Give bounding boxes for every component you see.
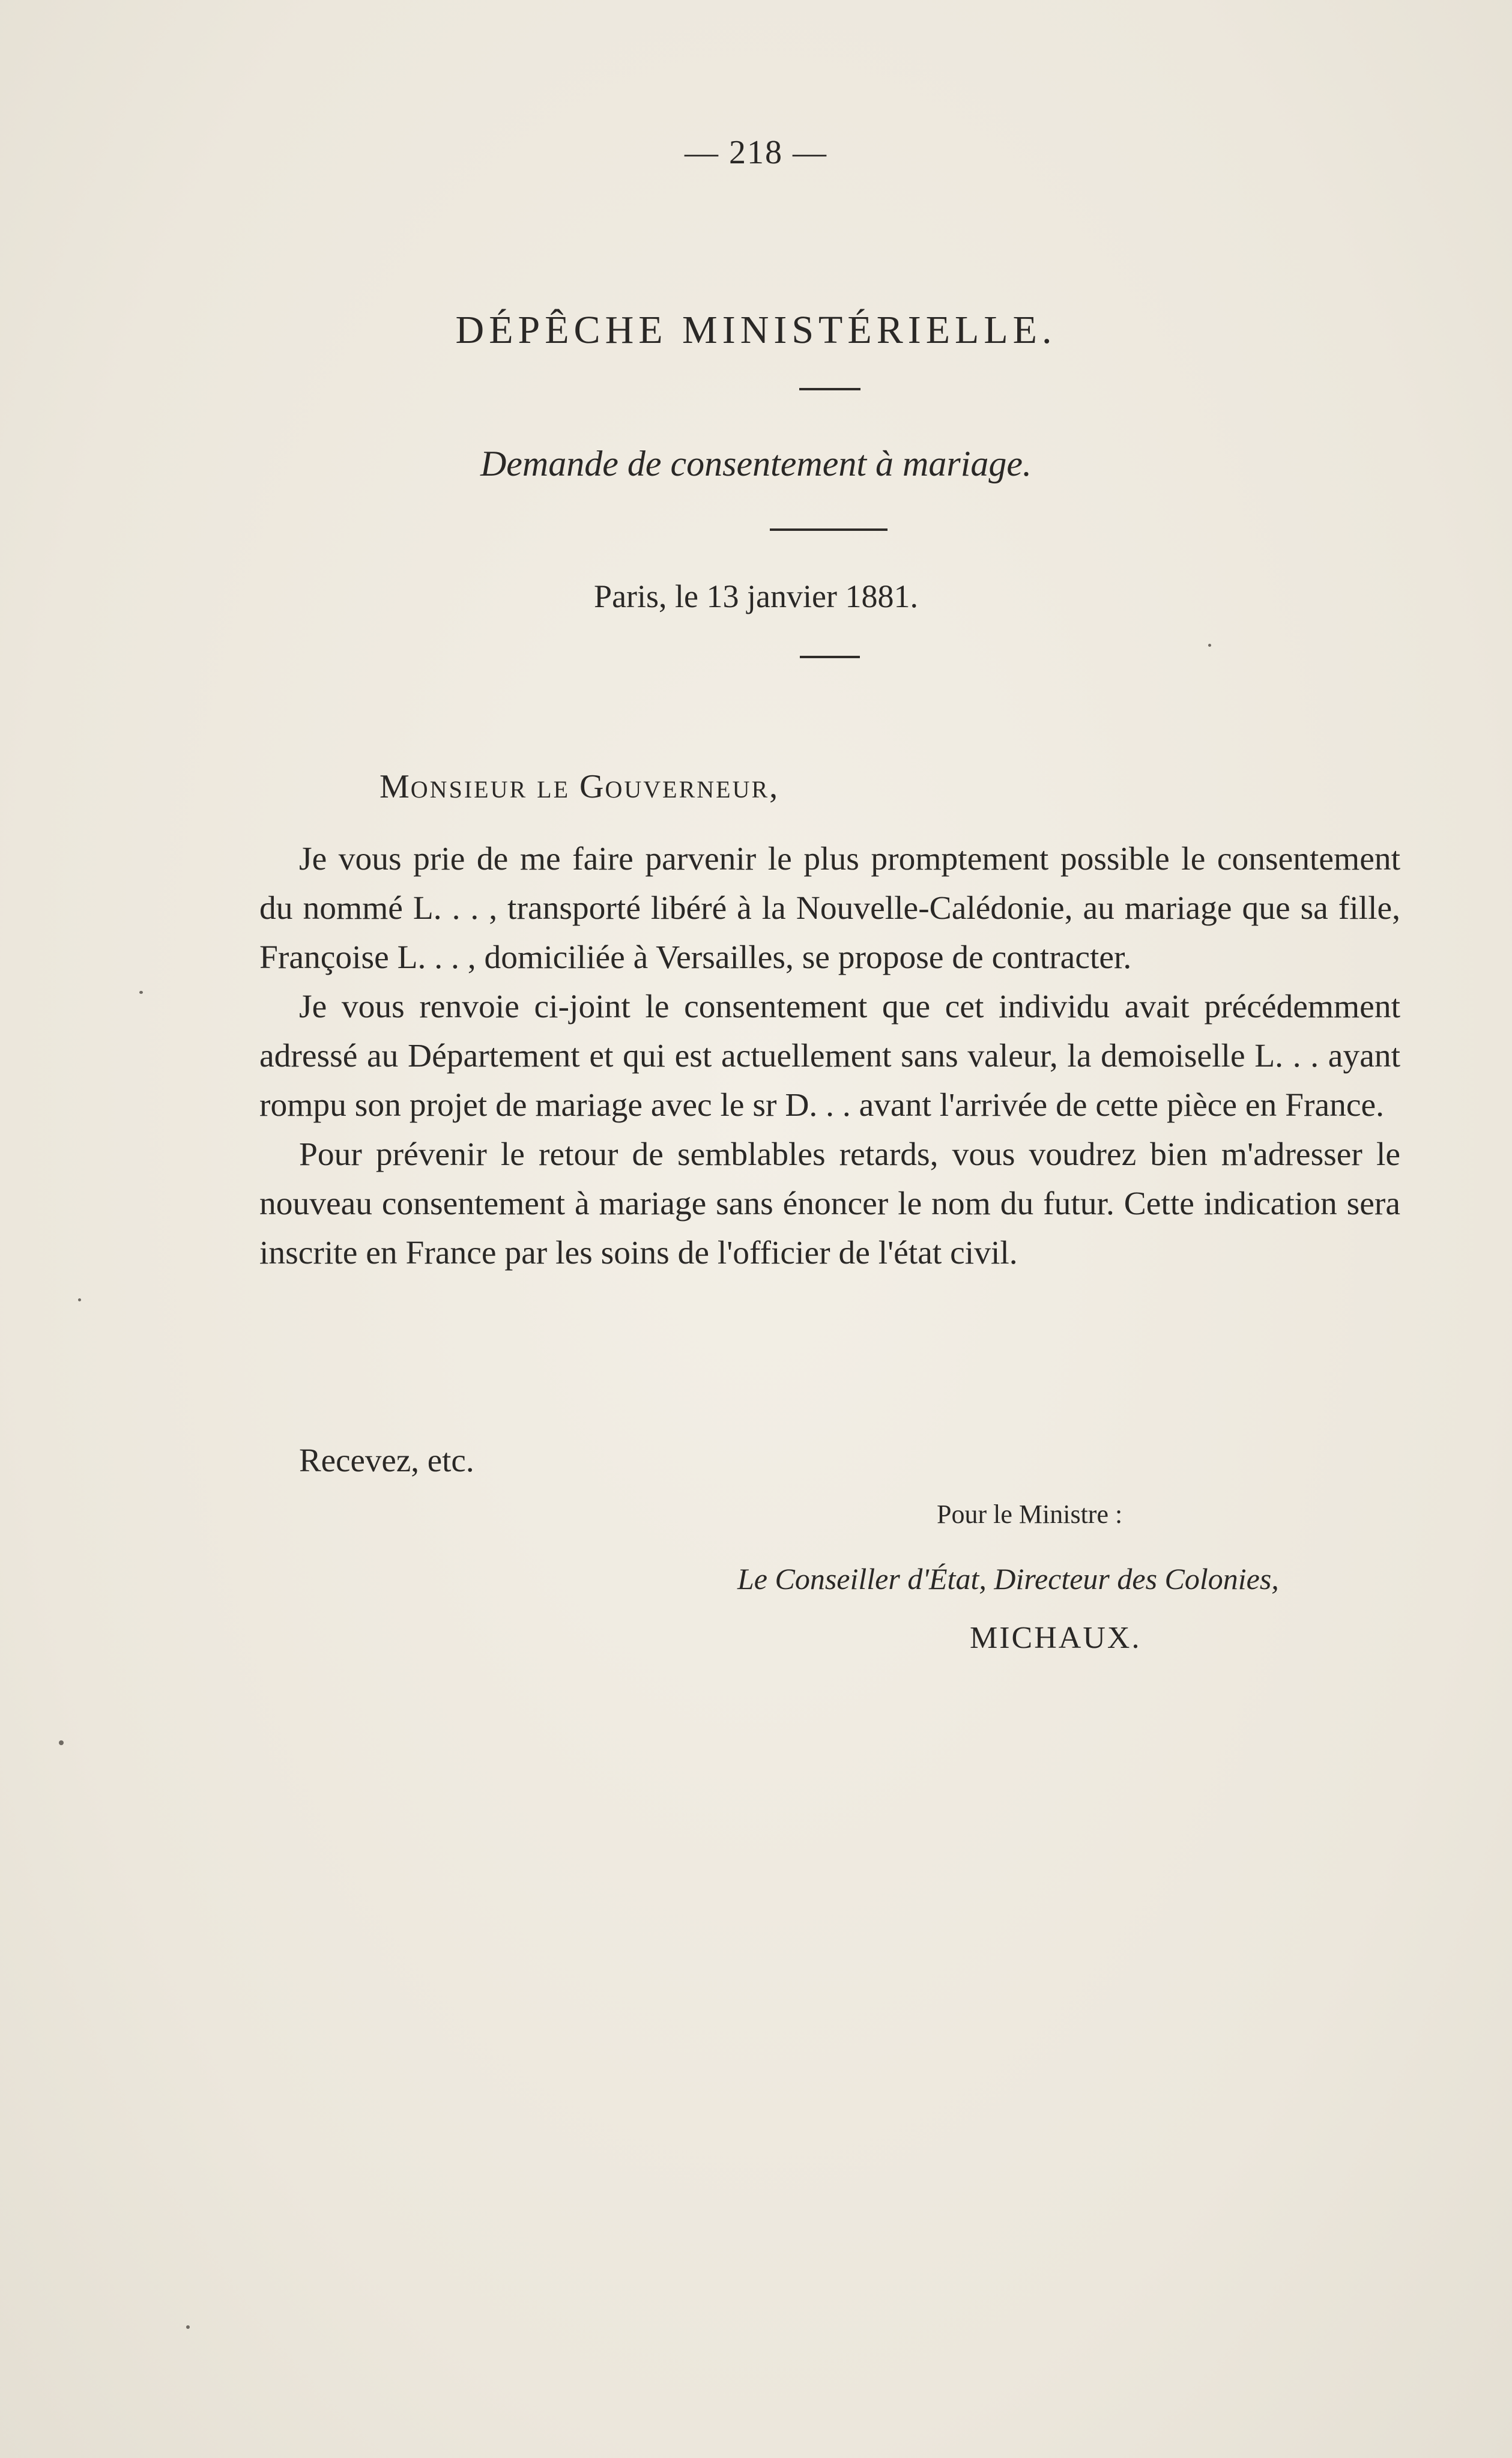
paragraph-1: Je vous prie de me faire parvenir le plus promptement possible le consentement du nommé L. . . , transporté libéré à la Nouvelle-Calédonie, au mariage que sa fille, Françoise L. . . , domiciliée à Versailles, se propose de contracter.	[259, 841, 1400, 976]
scan-speck	[78, 1298, 81, 1301]
document-title: DÉPÊCHE MINISTÉRIELLE.	[455, 308, 1057, 352]
salutation-smallcaps-1: ONSIEUR	[410, 776, 528, 803]
paragraph-3: Pour prévenir le retour de semblables retards, vous voudrez bien m'adresser le nouveau consentement à mariage sans énoncer le nom du futur. Cette indication sera inscrite en France par les soins de l'officier de l'état civil.	[259, 1136, 1400, 1271]
scan-speck	[186, 2325, 190, 2329]
signature-name: MICHAUX.	[970, 1621, 1142, 1655]
signature-title: Le Conseiller d'État, Directeur des Colonies,	[737, 1562, 1279, 1596]
salutation-tail: ,	[769, 768, 779, 805]
salutation-cap-2: G	[579, 768, 605, 805]
page-number: — 218 —	[685, 134, 827, 171]
salutation-smallcaps-2: LE	[537, 776, 570, 803]
closing-line: Recevez, etc.	[299, 1442, 474, 1479]
date-divider	[800, 656, 860, 658]
signature-pour: Pour le Ministre :	[937, 1500, 1123, 1529]
subtitle-divider	[770, 528, 888, 531]
scan-speck	[139, 991, 143, 994]
letter-body	[259, 835, 1400, 1278]
salutation-cap-1: M	[380, 768, 411, 805]
document-subtitle: Demande de consentement à mariage.	[480, 444, 1032, 483]
scan-speck	[59, 1740, 64, 1745]
salutation	[380, 767, 779, 806]
scan-speck	[1208, 644, 1211, 647]
date-line: Paris, le 13 janvier 1881.	[594, 578, 918, 614]
title-divider	[799, 388, 860, 390]
salutation-smallcaps-3: OUVERNEUR	[605, 776, 770, 803]
paragraph-2: Je vous renvoie ci-joint le consentement que cet individu avait précédemment adressé au Département et qui est actuellement sans valeur, la demoiselle L. . . ayant rompu son projet de mariage avec le sr D. . . avant l'arrivée de cette pièce en France.	[259, 988, 1400, 1124]
